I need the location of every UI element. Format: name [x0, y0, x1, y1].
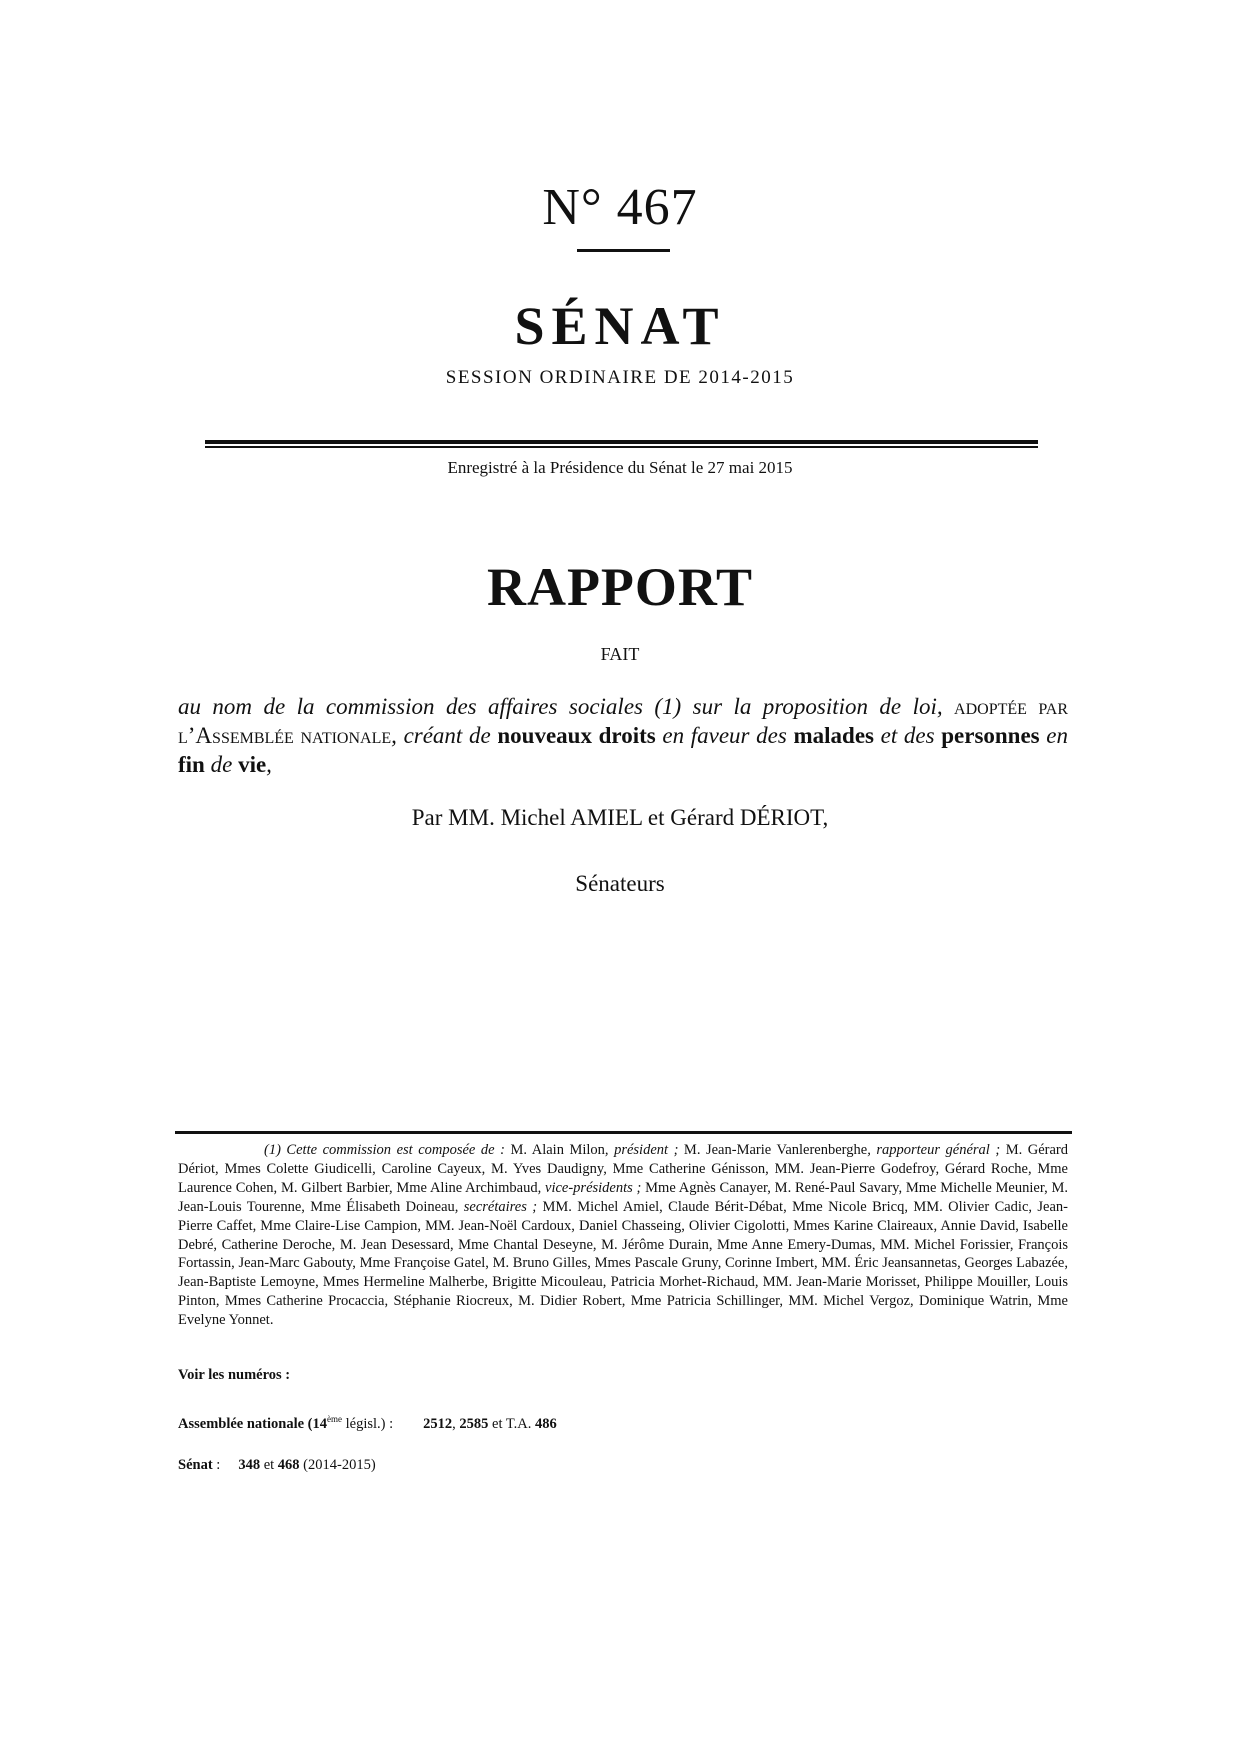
document-number: N° 467 — [542, 179, 698, 236]
footnote-part: M. Gérard Dériot, Mmes Colette Giudicelli, Caroline Cayeux, M. Yves Daudigny, Mme Catherine Génisson, MM. Jean-Pierre Godefroy, Gérard Roche, Mme Laurence Cohen, M. Gilbert Barbier, Mme Aline Archimbaud — [178, 1142, 1068, 1196]
session-label: SESSION ORDINAIRE DE 2014-2015 — [445, 367, 795, 388]
an-separator: et T.A. — [488, 1416, 536, 1432]
description-part-smallcaps: adoptée par l’Assemblée nationale — [178, 694, 1069, 748]
description-part: en faveur des — [655, 723, 794, 748]
footnote-part: . — [269, 1312, 274, 1329]
footnote-rule — [175, 1131, 1072, 1134]
report-title: RAPPORT — [486, 557, 754, 617]
number-underline — [577, 249, 670, 252]
registration-date: Enregistré à la Présidence du Sénat le 27 mai 2015 — [447, 458, 793, 477]
footnote-part: (1) Cette commission est composée de : — [264, 1142, 505, 1158]
description-part-bold: nouveaux droits — [497, 723, 656, 748]
description-part-bold: vie — [238, 752, 267, 777]
commission-footnote — [178, 1141, 1068, 1330]
an-legislature-rest: législ.) : — [342, 1416, 394, 1432]
references-assemblee-nationale — [178, 1410, 878, 1433]
senat-label: Sénat — [178, 1457, 213, 1473]
senat-year: (2014-2015) — [299, 1457, 376, 1473]
description-part: en — [1039, 723, 1069, 748]
description-part: au nom de la commission des affaires sociales (1) sur la proposition de loi — [178, 694, 937, 719]
footnote-part: , président ; — [604, 1142, 679, 1158]
description-part-bold: malades — [793, 723, 874, 748]
report-subtitle: FAIT — [600, 644, 640, 664]
an-number: 486 — [535, 1416, 557, 1432]
an-number: 2585 — [459, 1416, 489, 1432]
report-description — [178, 692, 1068, 779]
description-part-bold: fin — [178, 752, 205, 777]
an-legislature-suffix: ème — [327, 1414, 343, 1424]
header-double-rule — [205, 440, 1038, 448]
footnote-part: , secrétaires ; — [454, 1198, 538, 1215]
senat-separator: et — [260, 1457, 278, 1473]
footnote-part: , vice-présidents ; — [537, 1179, 642, 1196]
an-label: Assemblée nationale ( — [178, 1416, 313, 1432]
footnote-part: Mme Agnès Canayer, M. René-Paul Savary, Mme Michelle Meunier, M. Jean-Louis Tourenne, Mme Élisabeth Doineau — [178, 1179, 1068, 1215]
description-part: et des — [873, 723, 942, 748]
an-legislature-number: 14 — [312, 1416, 328, 1432]
references-senat — [178, 1456, 878, 1474]
footnote-part: M. Jean-Marie Vanlerenberghe — [678, 1142, 868, 1158]
senat-colon: : — [212, 1457, 221, 1473]
footnote-part: M. Alain Milon — [504, 1142, 605, 1158]
description-part: , — [936, 694, 955, 719]
description-part-bold: personnes — [941, 723, 1040, 748]
chamber-name: SÉNAT — [514, 296, 726, 356]
footnote-part: MM. Michel Amiel, Claude Bérit-Débat, Mme Nicole Bricq, MM. Olivier Cadic, Jean-Pierre Caffet, Mme Claire-Lise Campion, MM. Jean-Noël Cardoux, Daniel Chasseing, Olivier Cigolotti, Mmes Karine Claireaux, Annie David, Isabelle Debré, Catherine Deroche, M. Jean Desessard, Mme Chantal Deseyne, M. Jérôme Durain, Mme Anne Emery-Dumas, MM. Michel Forissier, François Fortassin, Jean-Marc Gabouty, Mme Françoise Gatel, M. Bruno Gilles, Mmes Pascale Gruny, Corinne Imbert, MM. Éric Jeansannetas, Georges Labazée, Jean-Baptiste Lemoyne, Mmes Hermeline Malherbe, Brigitte Micouleau, Patricia Morhet-Richaud, MM. Jean-Marie Morisset, Philippe Mouiller, Louis Pinton, Mmes Catherine Procaccia, Stéphanie Riocreux, M. Didier Robert, Mme Patricia Schillinger, MM. Michel Vergoz, Dominique Watrin, Mme Evelyne Yonnet — [178, 1198, 1069, 1329]
references-heading: Voir les numéros : — [178, 1367, 291, 1383]
description-part: , — [266, 752, 272, 777]
senat-number: 348 — [238, 1457, 261, 1473]
description-part: , créant de — [391, 723, 498, 748]
description-part: de — [204, 752, 239, 777]
report-authors: Par MM. Michel AMIEL et Gérard DÉRIOT, — [411, 805, 829, 830]
an-separator: , — [452, 1416, 460, 1432]
senat-number: 468 — [277, 1457, 300, 1473]
footnote-part: , rapporteur général ; — [867, 1142, 1001, 1158]
an-number: 2512 — [423, 1416, 453, 1432]
authors-role: Sénateurs — [575, 871, 665, 896]
